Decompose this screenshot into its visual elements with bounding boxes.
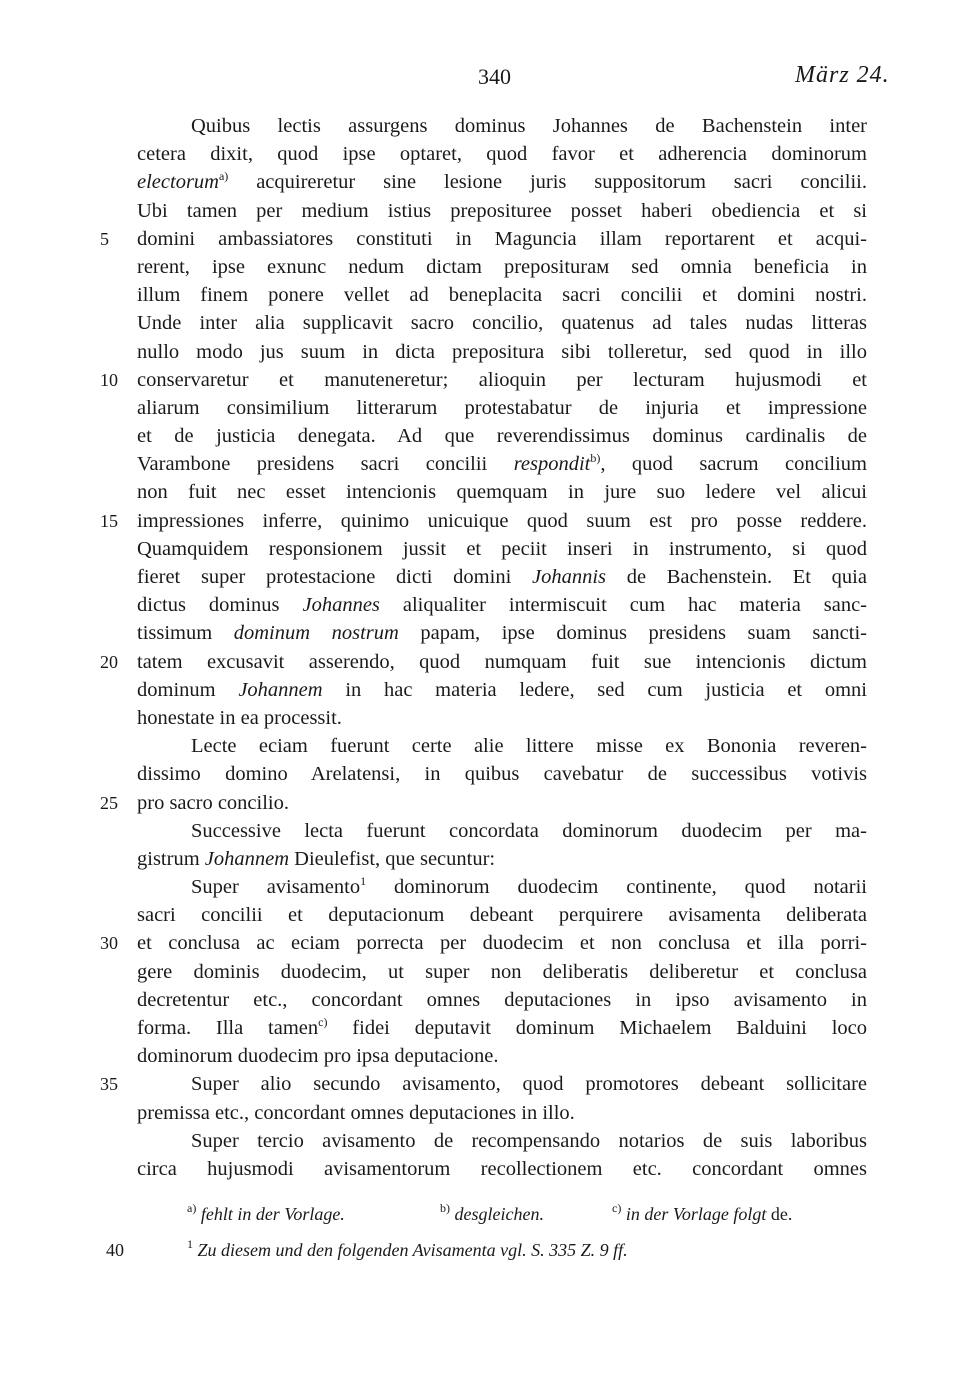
text-line: sacri concilii et deputacionum debeant perquirere avisamenta deliberata <box>137 904 867 927</box>
footnote-row-letters <box>137 1196 867 1232</box>
line-number: 30 <box>100 933 118 954</box>
main-text <box>100 112 868 1183</box>
text-line: nullo modo jus suum in dicta prepositura sibi tolleretur, sed quod in illo <box>137 340 867 363</box>
footnote-c: $^{c)}$ in der Vorlage folgt de. <box>612 1201 793 1224</box>
text-line: honestate in ea processit. <box>137 706 342 729</box>
running-head-date: März 24. <box>795 62 890 88</box>
text-line: Unde inter alia supplicavit sacro concilio, quatenus ad tales nudas litteras <box>137 312 867 335</box>
text-line: electorum$^{a)}$ acquireretur sine lesione juris suppositorum sacri concilii. <box>137 169 867 194</box>
text-line: tissimum dominum nostrum papam, ipse dominus presidens suam sancti- <box>137 622 867 645</box>
text-line: gistrum Johannem Dieulefist, que secuntur: <box>137 847 496 870</box>
text-line: 5 domini ambassiatores constituti in Maguncia illam reportarent et acqui- <box>137 225 867 253</box>
text-line: aliarum consimilium litterarum protestabatur de injuria et impressione <box>137 396 867 419</box>
footnote-a: $^{a)}$ fehlt in der Vorlage. <box>187 1201 345 1224</box>
footnote-1: $^1$ Zu diesem und den folgenden Avisamenta vgl. S. 335 Z. 9 ff. <box>187 1237 628 1260</box>
line-number: 15 <box>100 510 118 531</box>
page-number: 340 <box>478 64 511 89</box>
footnote-row-numbers <box>106 1232 867 1268</box>
footnote-ref: c) <box>318 1015 328 1029</box>
text-line: dictus dominus Johannes aliqualiter intermiscuit cum hac materia sanc- <box>137 594 868 617</box>
text-line: dissimo domino Arelatensi, in quibus cavebatur de successibus votivis <box>137 763 867 786</box>
footnote-ref: b) <box>590 451 601 466</box>
text-line: Lecte eciam fuerunt certe alie littere misse ex Bononia reveren- <box>191 735 867 758</box>
text-line: Super tercio avisamento de recompensando notarios de suis laboribus <box>191 1129 867 1152</box>
text-line: 30 et conclusa ac eciam porrecta per duodecim et non conclusa et illa porri- <box>137 929 867 957</box>
text-line: non fuit nec esset intencionis quemquam in jure suo ledere vel alicui <box>137 481 867 504</box>
text-line: circa hujusmodi avisamentorum recollectionem etc. concordant omnes <box>137 1157 867 1180</box>
text-line: illum finem ponere vellet ad beneplacita sacri concilii et domini nostri. <box>137 284 867 307</box>
text-line: decretentur etc., concordant omnes deputaciones in ipso avisamento in <box>137 988 867 1011</box>
text-line: Successive lecta fuerunt concordata dominorum duodecim per ma- <box>191 819 867 842</box>
line-number: 5 <box>100 228 109 249</box>
text-line: Varambone presidens sacri concilii respondit$^{b)}$, quod sacrum concilium <box>137 451 867 476</box>
text-line: dominum Johannem in hac materia ledere, sed cum justicia et omni <box>137 678 868 701</box>
text-line: dominorum duodecim pro ipsa deputacione. <box>137 1045 499 1068</box>
footnote-ref: 1 <box>360 874 367 889</box>
line-number: 10 <box>100 369 118 390</box>
text-line: gere dominis duodecim, ut super non deliberatis deliberetur et conclusa <box>137 960 867 983</box>
text-line: 15 impressiones inferre, quinimo unicuique quod suum est pro posse reddere. <box>137 507 867 535</box>
text-line: cetera dixit, quod ipse optaret, quod favor et adherencia dominorum <box>137 143 867 166</box>
text-line: Super avisamento$^1$ dominorum duodecim continente, quod notarii <box>191 874 867 899</box>
text-line: 20 tatem excusavit asserendo, quod numquam fuit sue intencionis dictum <box>137 648 867 676</box>
text-line: Quamquidem responsionem jussit et peciit inseri in instrumento, si quod <box>137 537 867 560</box>
line-number: 20 <box>100 651 118 672</box>
line-number: 25 <box>100 792 118 813</box>
footnote-ref: a) <box>218 169 229 184</box>
line-number: 40 <box>106 1240 124 1260</box>
text-line: 35 Super alio secundo avisamento, quod promotores debeant sollicitare <box>137 1070 867 1098</box>
text-line: Quibus lectis assurgens dominus Johannes de Bachenstein inter <box>191 115 867 137</box>
text-line: premissa etc., concordant omnes deputaciones in illo. <box>137 1101 575 1124</box>
footnote-b: $^{b)}$ desgleichen. <box>440 1201 544 1224</box>
text-line: et de justicia denegata. Ad que reverendissimus dominus cardinalis de <box>137 425 867 448</box>
text-line: 10 conservaretur et manuteneretur; alioquin per lecturam hujusmodi et <box>137 366 867 394</box>
text-line: rerent, ipse exnunc nedum dictam prepositurам sed omnia beneficia in <box>137 255 867 278</box>
text-line: forma. Illa tamen$^{c)}$ fidei deputavit dominum Michaelem Balduini loco <box>137 1015 867 1039</box>
text-line: 25 pro sacro concilio. <box>137 789 867 817</box>
text-line: fieret super protestacione dicti domini Johannis de Bachenstein. Et quia <box>137 566 867 588</box>
footnotes <box>106 1196 867 1268</box>
line-number: 35 <box>100 1074 118 1095</box>
text-line: Ubi tamen per medium istius preposituree posset haberi obediencia et si <box>137 199 867 222</box>
